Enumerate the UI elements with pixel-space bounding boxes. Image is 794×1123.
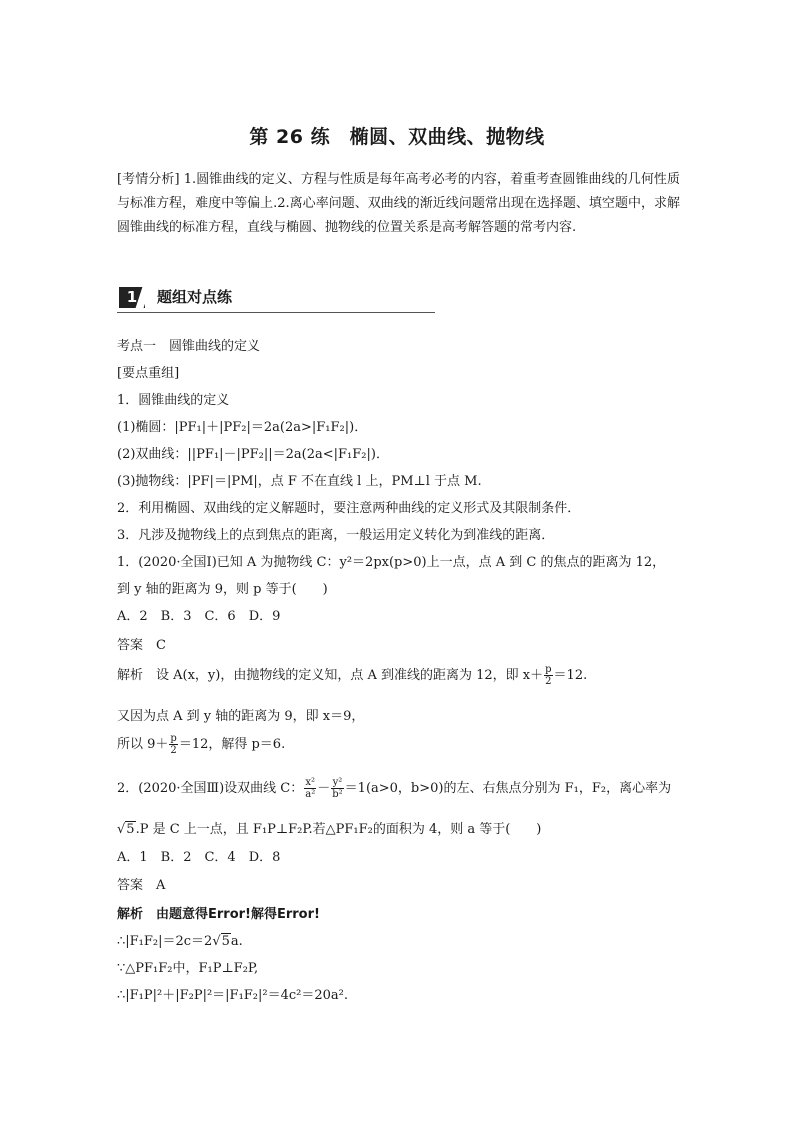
point-line: (3)抛物线：|PF|＝|PM|，点 F 不在直线 l 上，PM⊥l 于点 M. <box>117 474 482 489</box>
q2-options: A．1 B．2 C．4 D．8 <box>117 850 281 865</box>
intro-text: 1.圆锥曲线的定义、方程与性质是每年高考必考的内容，着重考查圆锥曲线的几何性质与标准方程，难度中等偏上.2.离心率问题、双曲线的渐近线问题常出现在选择题、填空题中，求解圆锥曲线的标准方程，直线与椭圆、抛物线的位置关系是高考解答题的常考内容. <box>117 172 680 235</box>
fraction-x2-over-a2: $\frac{\text{x²}}{\text{a²}}$ <box>305 777 316 800</box>
q2-stem-line1: 2．(2020·全国Ⅲ)设双曲线 C： $\frac{\text{x²}}{\text{a²}}$ － $\frac{\text{y²}}{\text{b²}}$ ＝1(a>0，b>0)的左、右焦点分别为 F₁，F₂，离心率为 <box>117 777 672 800</box>
q1-solution-line2: 又因为点 A 到 y 轴的距离为 9，即 x＝9， <box>117 709 365 724</box>
point-line: (2)双曲线：||PF₁|－|PF₂||＝2a(2a<|F₁F₂|)． <box>117 447 389 462</box>
fraction-p-over-2: $\frac{p}{2}$ <box>170 733 177 756</box>
sqrt-symbol: √5 <box>117 822 135 837</box>
intro-paragraph <box>117 168 680 240</box>
point-line: 2．利用椭圆、双曲线的定义解题时，要注意两种曲线的定义形式及其限制条件． <box>117 501 581 516</box>
q2-solution-line1: 解析 由题意得Error!解得Error! <box>117 907 320 922</box>
point-line: (1)椭圆：|PF₁|＋|PF₂|＝2a(2a>|F₁F₂|)． <box>117 420 368 435</box>
q2-solution-line3: ∵△PF₁F₂中，F₁P⊥F₂P, <box>117 961 259 976</box>
q2-solution-line2: ∴|F₁F₂|＝2c＝2√5a. <box>117 934 243 949</box>
q1-solution-line1: 解析 设 A(x，y)，由抛物线的定义知，点 A 到准线的距离为 12，即 x＋ $\frac{p}{2}$ ＝12. <box>117 664 588 687</box>
point-line: 1．圆锥曲线的定义 <box>117 393 230 408</box>
intro-label: [考情分析] <box>117 172 180 187</box>
kaodian-heading: 考点一 圆锥曲线的定义 <box>117 339 261 354</box>
fraction-y2-over-b2: $\frac{\text{y²}}{\text{b²}}$ <box>332 777 343 800</box>
q2-stem-line2: √5.P 是 C 上一点，且 F₁P⊥F₂P.若△PF₁F₂的面积为 4，则 a 等于( ) <box>117 822 542 837</box>
fraction-p-over-2: $\frac{p}{2}$ <box>545 664 552 687</box>
section-header <box>117 283 435 313</box>
page-title: 第 26 练 椭圆、双曲线、抛物线 <box>249 126 545 148</box>
q1-solution-line3: 所以 9＋ $\frac{p}{2}$ ＝12，解得 p＝6. <box>117 733 286 756</box>
q1-answer: 答案 C <box>117 638 166 653</box>
q2-solution-line4: ∴|F₁P|²＋|F₂P|²＝|F₁F₂|²＝4c²＝20a². <box>117 988 349 1003</box>
section-divider <box>117 312 435 313</box>
point-line: 3．凡涉及抛物线上的点到焦点的距离，一般运用定义转化为到准线的距离． <box>117 528 555 543</box>
section-title: 题组对点练 <box>157 288 233 306</box>
q1-stem-line2: 到 y 轴的距离为 9，则 p 等于( ) <box>117 582 328 597</box>
sqrt-symbol: √5 <box>212 934 230 949</box>
q1-stem-line1: 1．(2020·全国Ⅰ)已知 A 为抛物线 C：y²＝2px(p>0)上一点，点 A 到 C 的焦点的距离为 12， <box>117 555 666 570</box>
yaodian-heading: [要点重组] <box>117 366 180 381</box>
q1-options: A．2 B．3 C．6 D．9 <box>117 609 281 624</box>
section-number-icon: 1 <box>119 287 145 308</box>
q2-answer: 答案 A <box>117 878 166 893</box>
